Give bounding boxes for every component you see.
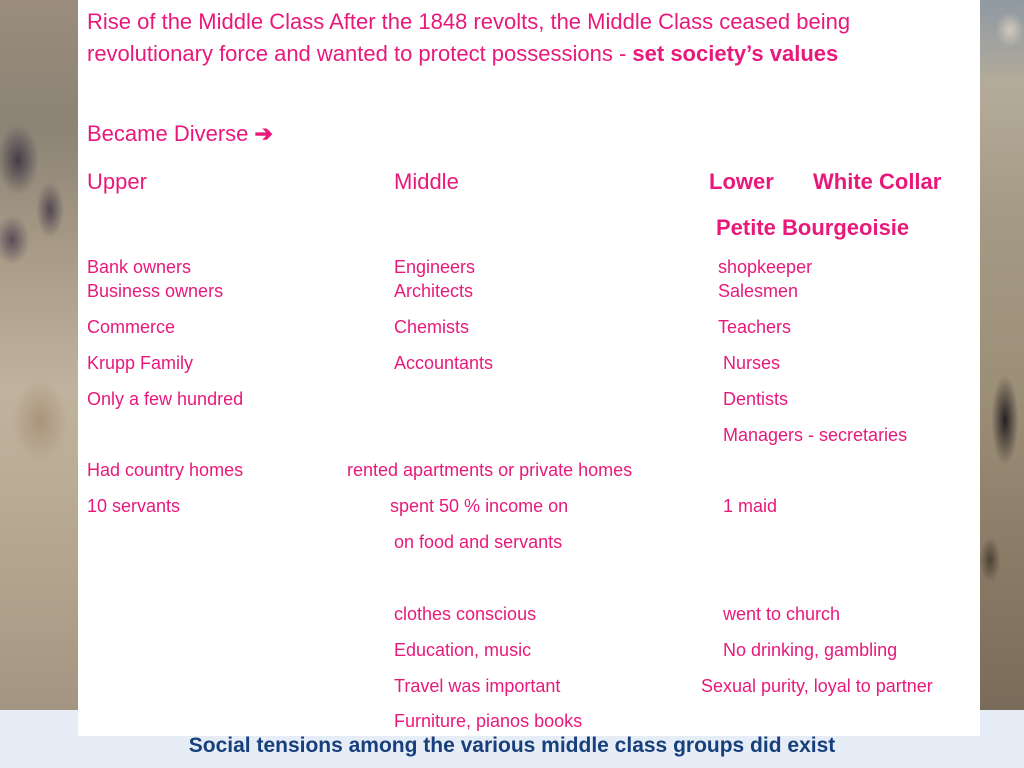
footer-caption: Social tensions among the various middle class groups did exist [188, 734, 836, 757]
header-lower: Lower [709, 169, 774, 194]
middle-engineers: Engineers [394, 257, 476, 277]
upper-commerce: Commerce [87, 317, 176, 337]
middle-spent-income: spent 50 % income on [390, 496, 569, 516]
middle-chemists: Chemists [394, 317, 470, 337]
lower-managers: Managers - secretaries [723, 425, 908, 445]
intro-text: Rise of the Middle Class After the 1848 revolts, the Middle Class ceased being revolutionary force and wanted to protect possessions - [87, 9, 851, 66]
intro-paragraph [87, 6, 972, 70]
right-arrow-icon: ➔ [254, 121, 273, 146]
middle-furniture: Furniture, pianos books [394, 711, 583, 731]
upper-bank-owners: Bank owners [87, 257, 192, 277]
content-panel [78, 0, 980, 736]
upper-servants: 10 servants [87, 496, 181, 516]
middle-rented-homes: rented apartments or private homes [347, 460, 633, 480]
lower-one-maid: 1 maid [723, 496, 778, 516]
middle-clothes-conscious: clothes conscious [394, 604, 537, 624]
upper-krupp-family: Krupp Family [87, 353, 194, 373]
lower-shopkeeper: shopkeeper [718, 257, 813, 277]
became-diverse-line [87, 121, 273, 147]
upper-country-homes: Had country homes [87, 460, 244, 480]
middle-accountants: Accountants [394, 353, 494, 373]
background-painting-left [0, 0, 78, 710]
middle-education-music: Education, music [394, 640, 532, 660]
upper-few-hundred: Only a few hundred [87, 389, 244, 409]
middle-architects: Architects [394, 281, 474, 301]
lower-no-drinking: No drinking, gambling [723, 640, 898, 660]
background-painting-right [980, 0, 1024, 710]
header-upper: Upper [87, 169, 147, 194]
upper-business-owners: Business owners [87, 281, 224, 301]
header-petite-bourgeoisie: Petite Bourgeoisie [716, 215, 910, 240]
header-white-collar: White Collar [813, 169, 942, 194]
lower-dentists: Dentists [723, 389, 789, 409]
lower-went-to-church: went to church [723, 604, 841, 624]
middle-food-servants: on food and servants [394, 532, 563, 552]
became-diverse-label: Became Diverse [87, 121, 255, 146]
lower-nurses: Nurses [723, 353, 781, 373]
middle-travel: Travel was important [394, 676, 561, 696]
lower-sexual-purity: Sexual purity, loyal to partner [701, 676, 933, 696]
intro-emphasis: set society’s values [632, 41, 839, 66]
lower-salesmen: Salesmen [718, 281, 799, 301]
lower-teachers: Teachers [718, 317, 792, 337]
header-middle: Middle [394, 169, 459, 194]
